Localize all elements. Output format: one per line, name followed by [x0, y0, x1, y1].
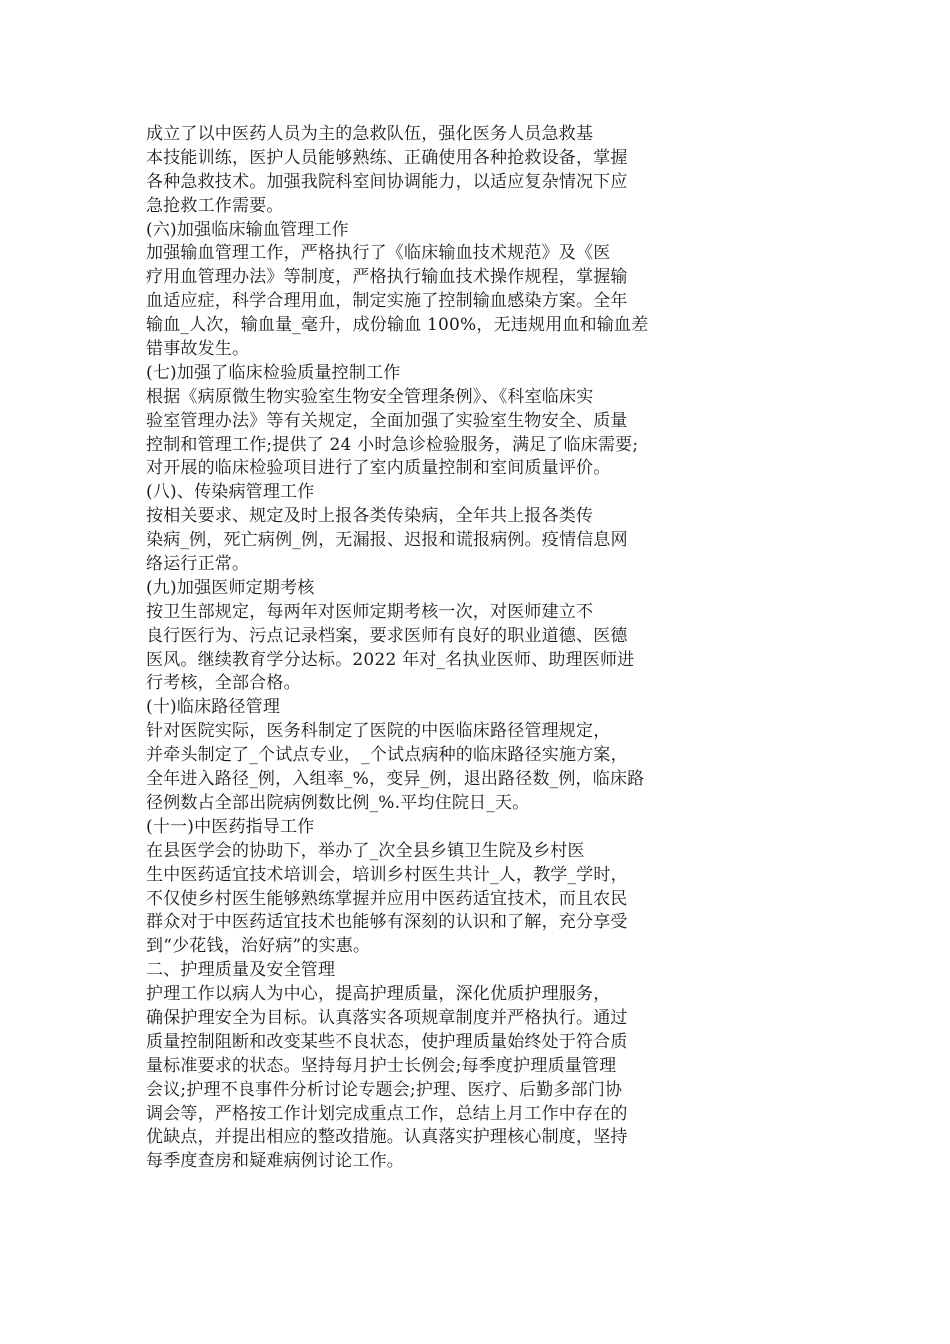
- text-line: 成立了以中医药人员为主的急救队伍，强化医务人员急救基: [146, 124, 594, 144]
- text-line: 根据《病原微生物实验室生物安全管理条例》、《科室临床实: [146, 386, 594, 407]
- text-line: 行考核，全部合格。: [146, 673, 301, 694]
- text-line: 按卫生部规定，每两年对医师定期考核一次，对医师建立不: [146, 601, 594, 622]
- text-line: 本技能训练，医护人员能够熟练、正确使用各种抢救设备，掌握: [146, 147, 628, 168]
- text-line: 控制和管理工作;提供了 24 小时急诊检验服务，满足了临床需要;: [146, 434, 639, 455]
- text-line: 不仅使乡村医生能够熟练掌握并应用中医药适宜技术，而且农民: [146, 888, 628, 909]
- text-line: 良行医行为、污点记录档案，要求医师有良好的职业道德、医德: [146, 625, 628, 646]
- text-line: 急抢救工作需要。: [146, 195, 284, 216]
- text-line: 在县医学会的协助下，举办了_次全县乡镇卫生院及乡村医: [146, 840, 585, 861]
- section-heading: (八)、传染病管理工作: [146, 482, 315, 503]
- text-line: 调会等，严格按工作计划完成重点工作，总结上月工作中存在的: [146, 1103, 628, 1124]
- text-line: 血适应症，科学合理用血，制定实施了控制输血感染方案。全年: [146, 291, 628, 312]
- text-line: 医风。继续教育学分达标。2022 年对_名执业医师、助理医师进: [146, 649, 635, 670]
- section-heading: 二、护理质量及安全管理: [146, 960, 336, 981]
- text-line: 输血_人次，输血量_毫升，成份输血 100%，无违规用血和输血差: [146, 315, 649, 336]
- section-heading: (十)临床路径管理: [146, 697, 281, 718]
- text-line: 确保护理安全为目标。认真落实各项规章制度并严格执行。通过: [146, 1007, 628, 1028]
- text-line: 全年进入路径_例，入组率_%，变异_例，退出路径数_例，临床路: [146, 769, 645, 790]
- document-page: [146, 123, 706, 1174]
- text-line: 络运行正常。: [146, 554, 250, 575]
- text-line: 生中医药适宜技术培训会，培训乡村医生共计_人，教学_学时，: [146, 864, 628, 885]
- text-line: 对开展的临床检验项目进行了室内质量控制和室间质量评价。: [146, 458, 611, 479]
- text-line: 染病_例，死亡病例_例，无漏报、迟报和谎报病例。疫情信息网: [146, 530, 628, 551]
- text-line: 量标准要求的状态。坚持每月护士长例会;每季度护理质量管理: [146, 1055, 617, 1076]
- section-heading: (六)加强临床输血管理工作: [146, 219, 349, 240]
- text-line: 群众对于中医药适宜技术也能够有深刻的认识和了解，充分享受: [146, 912, 628, 933]
- text-line: 护理工作以病人为中心，提高护理质量，深化优质护理服务，: [146, 984, 611, 1005]
- text-line: 会议;护理不良事件分析讨论专题会;护理、医疗、后勤多部门协: [146, 1079, 623, 1100]
- text-line: 错事故发生。: [146, 339, 250, 360]
- text-line: 针对医院实际，医务科制定了医院的中医临床路径管理规定，: [146, 721, 611, 742]
- text-line: 到“少花钱，治好病”的实惠。: [146, 936, 371, 957]
- text-line: 优缺点，并提出相应的整改措施。认真落实护理核心制度，坚持: [146, 1127, 628, 1148]
- text-line: 径例数占全部出院病例数比例_%.平均住院日_天。: [146, 792, 530, 813]
- text-line: 并牵头制定了_个试点专业，_个试点病种的临床路径实施方案，: [146, 745, 628, 766]
- text-line: 验室管理办法》等有关规定，全面加强了实验室生物安全、质量: [146, 410, 628, 431]
- text-line: 疗用血管理办法》等制度，严格执行输血技术操作规程，掌握输: [146, 267, 628, 288]
- section-heading: (十一)中医药指导工作: [146, 816, 315, 837]
- text-line: 质量控制阻断和改变某些不良状态，使护理质量始终处于符合质: [146, 1031, 628, 1052]
- section-heading: (九)加强医师定期考核: [146, 577, 315, 598]
- section-heading: (七)加强了临床检验质量控制工作: [146, 362, 401, 383]
- text-line: 加强输血管理工作，严格执行了《临床输血技术规范》及《医: [146, 243, 611, 264]
- text-line: 各种急救技术。加强我院科室间协调能力，以适应复杂情况下应: [146, 171, 628, 192]
- text-line: 按相关要求、规定及时上报各类传染病，全年共上报各类传: [146, 506, 594, 527]
- text-line: 每季度查房和疑难病例讨论工作。: [146, 1151, 404, 1172]
